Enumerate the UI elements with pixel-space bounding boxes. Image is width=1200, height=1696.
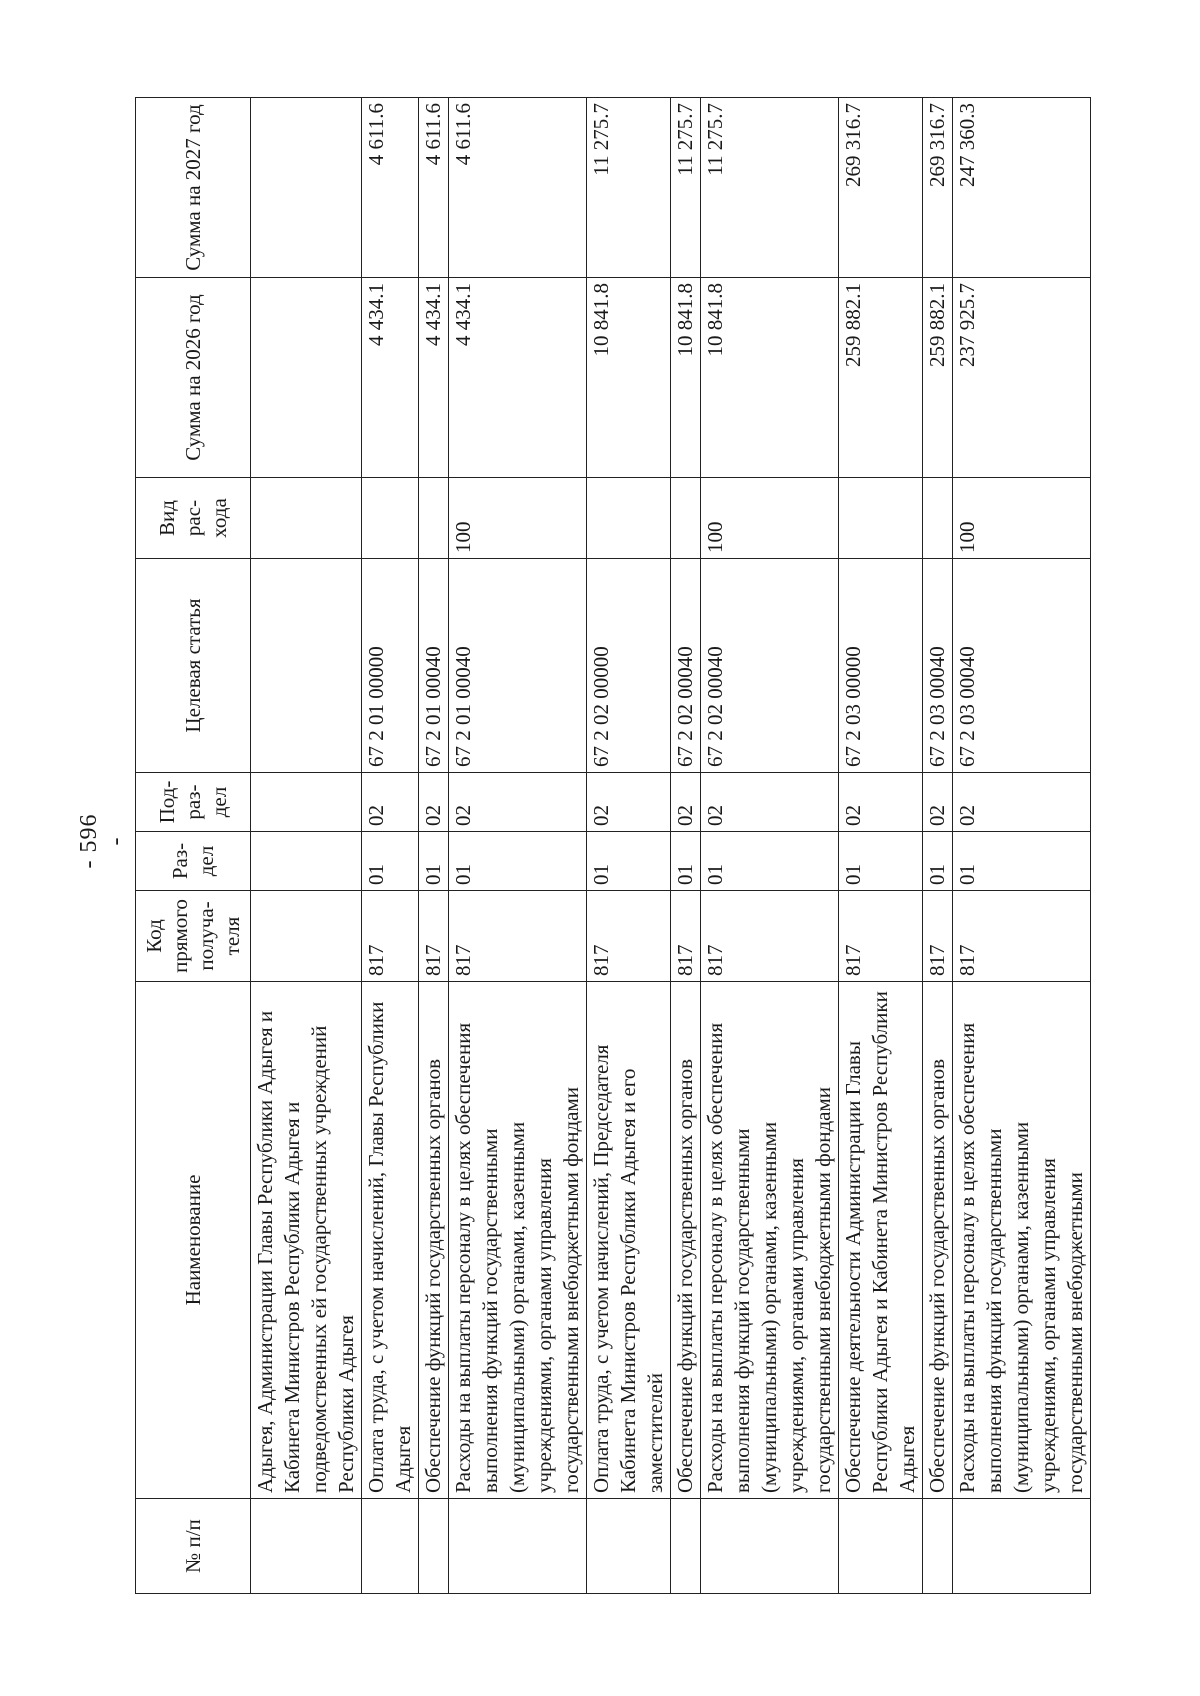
cell-name: Расходы на выплаты персоналу в целях обеспечения выполнения функций государственными (муниципальными) органами, казенными учреждениями, органами управления государственными внебюджетными фондами — [449, 982, 587, 1499]
cell-celevaya: 67 2 03 00040 — [923, 559, 953, 773]
cell-kod: 817 — [953, 891, 1091, 982]
cell-sum2026: 10 841.8 — [701, 278, 839, 478]
cell-vid: 100 — [953, 478, 1091, 559]
table-row — [587, 98, 671, 1594]
cell-sum2026: 10 841.8 — [587, 278, 671, 478]
cell-razdel: 01 — [953, 832, 1091, 891]
cell-kod: 817 — [449, 891, 587, 982]
cell-sum2027: 4 611.6 — [449, 98, 587, 278]
cell-celevaya — [251, 559, 362, 773]
cell-podrazdel: 02 — [671, 773, 701, 832]
cell-vid — [839, 478, 923, 559]
cell-name: Адыгея, Администрации Главы Республики Адыгея и Кабинета Министров Республики Адыгея и подведомственных ей государственных учреждений Республики Адыгея — [251, 982, 362, 1499]
cell-name: Расходы на выплаты персоналу в целях обеспечения выполнения функций государственными (муниципальными) органами, казенными учреждениями, органами управления государственными внебюджетными — [953, 982, 1091, 1499]
cell-no — [362, 1499, 419, 1594]
cell-sum2026: 259 882.1 — [923, 278, 953, 478]
cell-sum2027: 11 275.7 — [701, 98, 839, 278]
cell-celevaya: 67 2 01 00040 — [419, 559, 449, 773]
cell-sum2027: 11 275.7 — [587, 98, 671, 278]
table-row — [251, 98, 362, 1594]
cell-no — [923, 1499, 953, 1594]
cell-celevaya: 67 2 03 00040 — [953, 559, 1091, 773]
cell-vid: 100 — [701, 478, 839, 559]
cell-no — [449, 1499, 587, 1594]
cell-no — [419, 1499, 449, 1594]
table-row — [953, 98, 1091, 1594]
cell-sum2026: 259 882.1 — [839, 278, 923, 478]
cell-name: Обеспечение деятельности Администрации Главы Республики Адыгея и Кабинета Министров Республики Адыгея — [839, 982, 923, 1499]
table-row — [449, 98, 587, 1594]
cell-razdel — [251, 832, 362, 891]
table-row — [701, 98, 839, 1594]
page-number: - 596 - — [76, 813, 129, 869]
cell-vid — [251, 478, 362, 559]
cell-kod: 817 — [839, 891, 923, 982]
cell-sum2027 — [251, 98, 362, 278]
cell-no — [671, 1499, 701, 1594]
cell-no — [701, 1499, 839, 1594]
cell-sum2027: 269 316.7 — [923, 98, 953, 278]
table-row — [923, 98, 953, 1594]
cell-kod: 817 — [419, 891, 449, 982]
cell-podrazdel — [251, 773, 362, 832]
cell-podrazdel: 02 — [953, 773, 1091, 832]
cell-sum2026: 4 434.1 — [419, 278, 449, 478]
cell-sum2026 — [251, 278, 362, 478]
cell-name: Обеспечение функций государственных органов — [923, 982, 953, 1499]
cell-razdel: 01 — [587, 832, 671, 891]
cell-vid: 100 — [449, 478, 587, 559]
budget-table — [135, 97, 1091, 1594]
cell-podrazdel: 02 — [449, 773, 587, 832]
table-row — [362, 98, 419, 1594]
cell-name: Расходы на выплаты персоналу в целях обеспечения выполнения функций государственными (муниципальными) органами, казенными учреждениями, органами управления государственными внебюджетными фондами — [701, 982, 839, 1499]
cell-vid — [671, 478, 701, 559]
cell-vid — [362, 478, 419, 559]
cell-vid — [923, 478, 953, 559]
cell-podrazdel: 02 — [923, 773, 953, 832]
cell-celevaya: 67 2 02 00040 — [671, 559, 701, 773]
cell-sum2027: 11 275.7 — [671, 98, 701, 278]
cell-razdel: 01 — [449, 832, 587, 891]
cell-podrazdel: 02 — [701, 773, 839, 832]
cell-razdel: 01 — [839, 832, 923, 891]
cell-celevaya: 67 2 02 00040 — [701, 559, 839, 773]
cell-sum2027: 247 360.3 — [953, 98, 1091, 278]
header-kod: Код прямого получа-теля — [136, 891, 251, 982]
cell-razdel: 01 — [923, 832, 953, 891]
header-row — [136, 98, 251, 1594]
cell-razdel: 01 — [671, 832, 701, 891]
cell-vid — [419, 478, 449, 559]
cell-podrazdel: 02 — [362, 773, 419, 832]
cell-celevaya: 67 2 01 00000 — [362, 559, 419, 773]
cell-no — [251, 1499, 362, 1594]
header-sum2027: Сумма на 2027 год — [136, 98, 251, 278]
cell-name: Оплата труда, с учетом начислений, Главы Республики Адыгея — [362, 982, 419, 1499]
cell-kod: 817 — [362, 891, 419, 982]
header-sum2026: Сумма на 2026 год — [136, 278, 251, 478]
header-celevaya: Целевая статья — [136, 559, 251, 773]
cell-kod: 817 — [923, 891, 953, 982]
cell-sum2026: 237 925.7 — [953, 278, 1091, 478]
cell-sum2026: 10 841.8 — [671, 278, 701, 478]
table-body — [251, 98, 1091, 1594]
cell-sum2027: 4 611.6 — [419, 98, 449, 278]
header-name: Наименование — [136, 982, 251, 1499]
cell-razdel: 01 — [701, 832, 839, 891]
cell-podrazdel: 02 — [587, 773, 671, 832]
cell-kod — [251, 891, 362, 982]
cell-podrazdel: 02 — [839, 773, 923, 832]
table-row — [839, 98, 923, 1594]
cell-no — [839, 1499, 923, 1594]
table-row — [671, 98, 701, 1594]
cell-sum2026: 4 434.1 — [449, 278, 587, 478]
cell-celevaya: 67 2 02 00000 — [587, 559, 671, 773]
cell-kod: 817 — [587, 891, 671, 982]
table-row — [419, 98, 449, 1594]
cell-sum2026: 4 434.1 — [362, 278, 419, 478]
cell-kod: 817 — [701, 891, 839, 982]
header-vid: Вид рас-хода — [136, 478, 251, 559]
cell-kod: 817 — [671, 891, 701, 982]
cell-no — [587, 1499, 671, 1594]
cell-razdel: 01 — [362, 832, 419, 891]
cell-name: Оплата труда, с учетом начислений, Председателя Кабинета Министров Республики Адыгея и его заместителей — [587, 982, 671, 1499]
cell-name: Обеспечение функций государственных органов — [671, 982, 701, 1499]
cell-podrazdel: 02 — [419, 773, 449, 832]
header-no: № п/п — [136, 1499, 251, 1594]
table-header — [136, 98, 251, 1594]
cell-no — [953, 1499, 1091, 1594]
cell-sum2027: 269 316.7 — [839, 98, 923, 278]
cell-razdel: 01 — [419, 832, 449, 891]
cell-sum2027: 4 611.6 — [362, 98, 419, 278]
cell-celevaya: 67 2 01 00040 — [449, 559, 587, 773]
cell-name: Обеспечение функций государственных органов — [419, 982, 449, 1499]
header-razdel: Раз-дел — [136, 832, 251, 891]
cell-celevaya: 67 2 03 00000 — [839, 559, 923, 773]
cell-vid — [587, 478, 671, 559]
header-podrazdel: Под-раз-дел — [136, 773, 251, 832]
